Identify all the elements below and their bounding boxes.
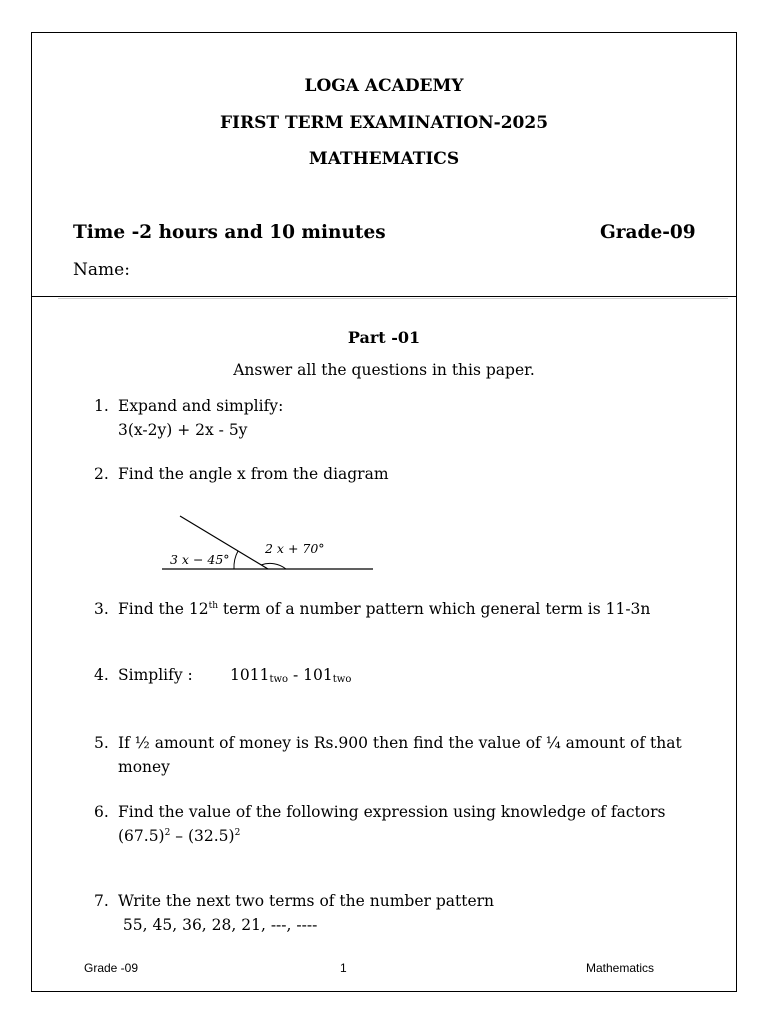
question-expression: 3(x-2y) + 2x - 5y: [118, 421, 248, 439]
left-angle-label: 3 x − 45°: [170, 552, 230, 567]
right-angle-label: 2 x + 70°: [265, 541, 325, 556]
footer-page-number: 1: [340, 961, 347, 975]
question-number: 4.: [94, 666, 109, 684]
question-text: Write the next two terms of the number pattern: [118, 892, 495, 910]
header-divider-shadow: [58, 298, 728, 299]
question-number: 6.: [94, 803, 109, 821]
footer-grade: Grade -09: [84, 961, 139, 975]
question-number: 2.: [94, 465, 109, 483]
question-label: Simplify :: [118, 666, 193, 684]
question-text: Find the 12th term of a number pattern which general term is 11-3n: [118, 600, 651, 618]
grade-label: Grade-09: [600, 222, 696, 243]
number-pattern: 55, 45, 36, 28, 21, ---, ----: [118, 916, 318, 934]
question-text: Expand and simplify:: [118, 397, 284, 415]
question-text: Find the value of the following expression using knowledge of factors: [118, 803, 666, 821]
ordinal-suffix: th: [208, 601, 218, 611]
part-title: Part -01: [347, 328, 421, 347]
footer-subject: Mathematics: [586, 961, 655, 975]
base-subscript: two: [269, 674, 289, 685]
question-number: 5.: [94, 734, 109, 752]
header-divider: [31, 296, 737, 297]
right-angle-arc: [261, 563, 286, 569]
exam-title: FIRST TERM EXAMINATION-2025: [219, 113, 549, 133]
question-number: 1.: [94, 397, 109, 415]
question-expression: $(67.5)^2 - (32.5)^2$: [118, 827, 241, 845]
question-text-continued: money: [118, 758, 170, 776]
question-number: 7.: [94, 892, 109, 910]
part-instruction: Answer all the questions in this paper.: [233, 361, 535, 379]
question-text: If ½ amount of money is Rs.900 then find the value of ¼ amount of that: [118, 734, 682, 752]
exam-duration: Time -2 hours and 10 minutes: [73, 222, 386, 243]
question-text: Find the angle x from the diagram: [118, 465, 389, 483]
left-angle-arc: [234, 551, 238, 569]
angle-diagram: [150, 508, 390, 578]
school-name: LOGA ACADEMY: [304, 76, 464, 96]
question-number: 3.: [94, 600, 109, 618]
base-subscript: two: [332, 674, 352, 685]
subject-title: MATHEMATICS: [308, 149, 460, 169]
binary-expression: $1011_{two} - 101_{two}$: [230, 666, 352, 685]
student-name-label: Name:: [73, 260, 130, 280]
